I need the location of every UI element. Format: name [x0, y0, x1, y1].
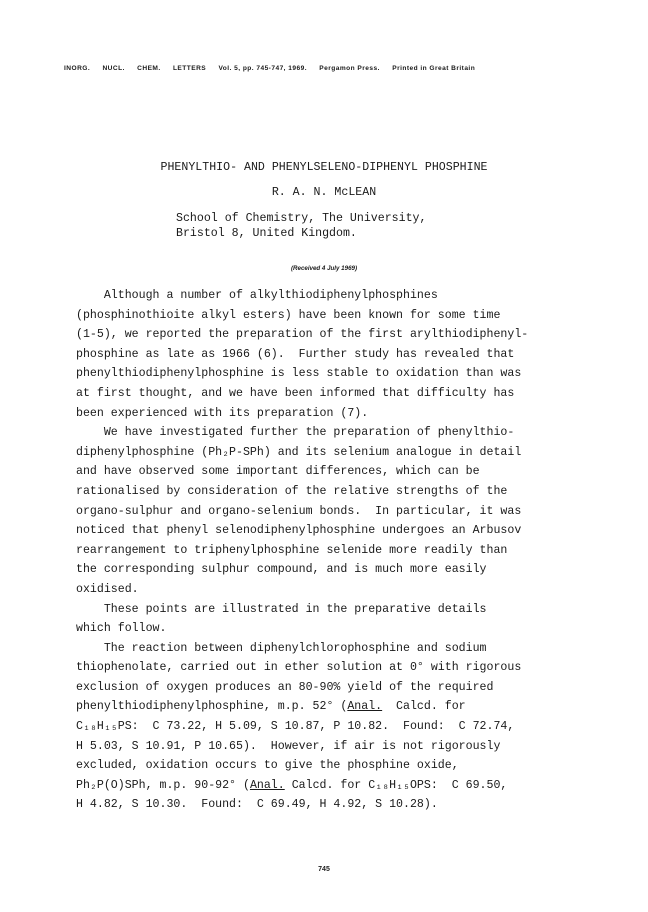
header-item: Pergamon Press.: [319, 65, 380, 72]
body-line: H 5.03, S 10.91, P 10.65). However, if air is not rigorously: [76, 739, 501, 753]
body-line: H 4.82, S 10.30. Found: C 69.49, H 4.92, S 10.28).: [76, 798, 438, 812]
body-line: exclusion of oxygen produces an 80-90% yield of the required: [76, 680, 494, 694]
body-line: These points are illustrated in the preparative details: [76, 602, 487, 616]
author-name: R. A. N. McLEAN: [271, 186, 377, 199]
body-line: and have observed some important differences, which can be: [76, 465, 480, 479]
body-line: phosphine as late as 1966 (6). Further study has revealed that: [76, 347, 515, 361]
body-line: phenylthiodiphenylphosphine is less stable to oxidation than was: [76, 367, 522, 381]
body-line: the corresponding sulphur compound, and is much more easily: [76, 563, 487, 577]
affiliation-line: Bristol 8, United Kingdom.: [176, 227, 357, 240]
body-line: rationalised by consideration of the relative strengths of the: [76, 484, 508, 498]
body-line: rearrangement to triphenylphosphine selenide more readily than: [76, 543, 508, 557]
affiliation-line: School of Chemistry, The University,: [176, 212, 427, 225]
body-line: Ph₂P(O)SPh, m.p. 90-92° (Anal. Calcd. for C₁₈H₁₅OPS: C 69.50,: [76, 778, 508, 792]
body-text: [76, 286, 596, 815]
body-line: We have investigated further the preparation of phenylthio-: [76, 426, 515, 440]
header-item: INORG.: [64, 65, 91, 72]
header-item: LETTERS: [172, 65, 207, 72]
body-line: (phosphinothioite alkyl esters) have been known for some time: [76, 308, 501, 322]
body-line: at first thought, and we have been informed that difficulty has: [76, 386, 515, 400]
body-line: C₁₈H₁₅PS: C 73.22, H 5.09, S 10.87, P 10.82. Found: C 72.74,: [76, 720, 515, 734]
header-item: CHEM.: [137, 65, 161, 72]
header-item: Vol. 5, pp. 745-747, 1969.: [218, 65, 307, 72]
body-line: (1-5), we reported the preparation of the first arylthiodiphenyl-: [76, 328, 529, 342]
body-line: Although a number of alkylthiodiphenylphosphines: [76, 289, 438, 302]
body-line: diphenylphosphine (Ph₂P-SPh) and its selenium analogue in detail: [76, 445, 522, 459]
body-line: been experienced with its preparation (7).: [76, 406, 369, 420]
body-line: thiophenolate, carried out in ether solution at 0° with rigorous: [76, 661, 522, 675]
journal-header: [64, 65, 604, 72]
affiliation: [176, 211, 426, 241]
body-line: phenylthiodiphenylphosphine, m.p. 52° (Anal. Calcd. for: [76, 700, 466, 714]
header-item: NUCL.: [102, 65, 125, 72]
article-title: PHENYLTHIO- AND PHENYLSELENO-DIPHENYL PHOSPHINE: [160, 161, 488, 174]
body-line: organo-sulphur and organo-selenium bonds. In particular, it was: [76, 504, 522, 518]
received-date: (Received 4 July 1969): [290, 265, 358, 272]
body-line: oxidised.: [76, 582, 139, 596]
header-item: Printed in Great Britain: [392, 65, 476, 72]
body-line: The reaction between diphenylchlorophosphine and sodium: [76, 641, 487, 655]
page-number: 745: [318, 866, 330, 873]
body-line: excluded, oxidation occurs to give the phosphine oxide,: [76, 759, 459, 773]
body-line: noticed that phenyl selenodiphenylphosphine undergoes an Arbusov: [76, 524, 522, 538]
body-line: which follow.: [76, 622, 167, 636]
